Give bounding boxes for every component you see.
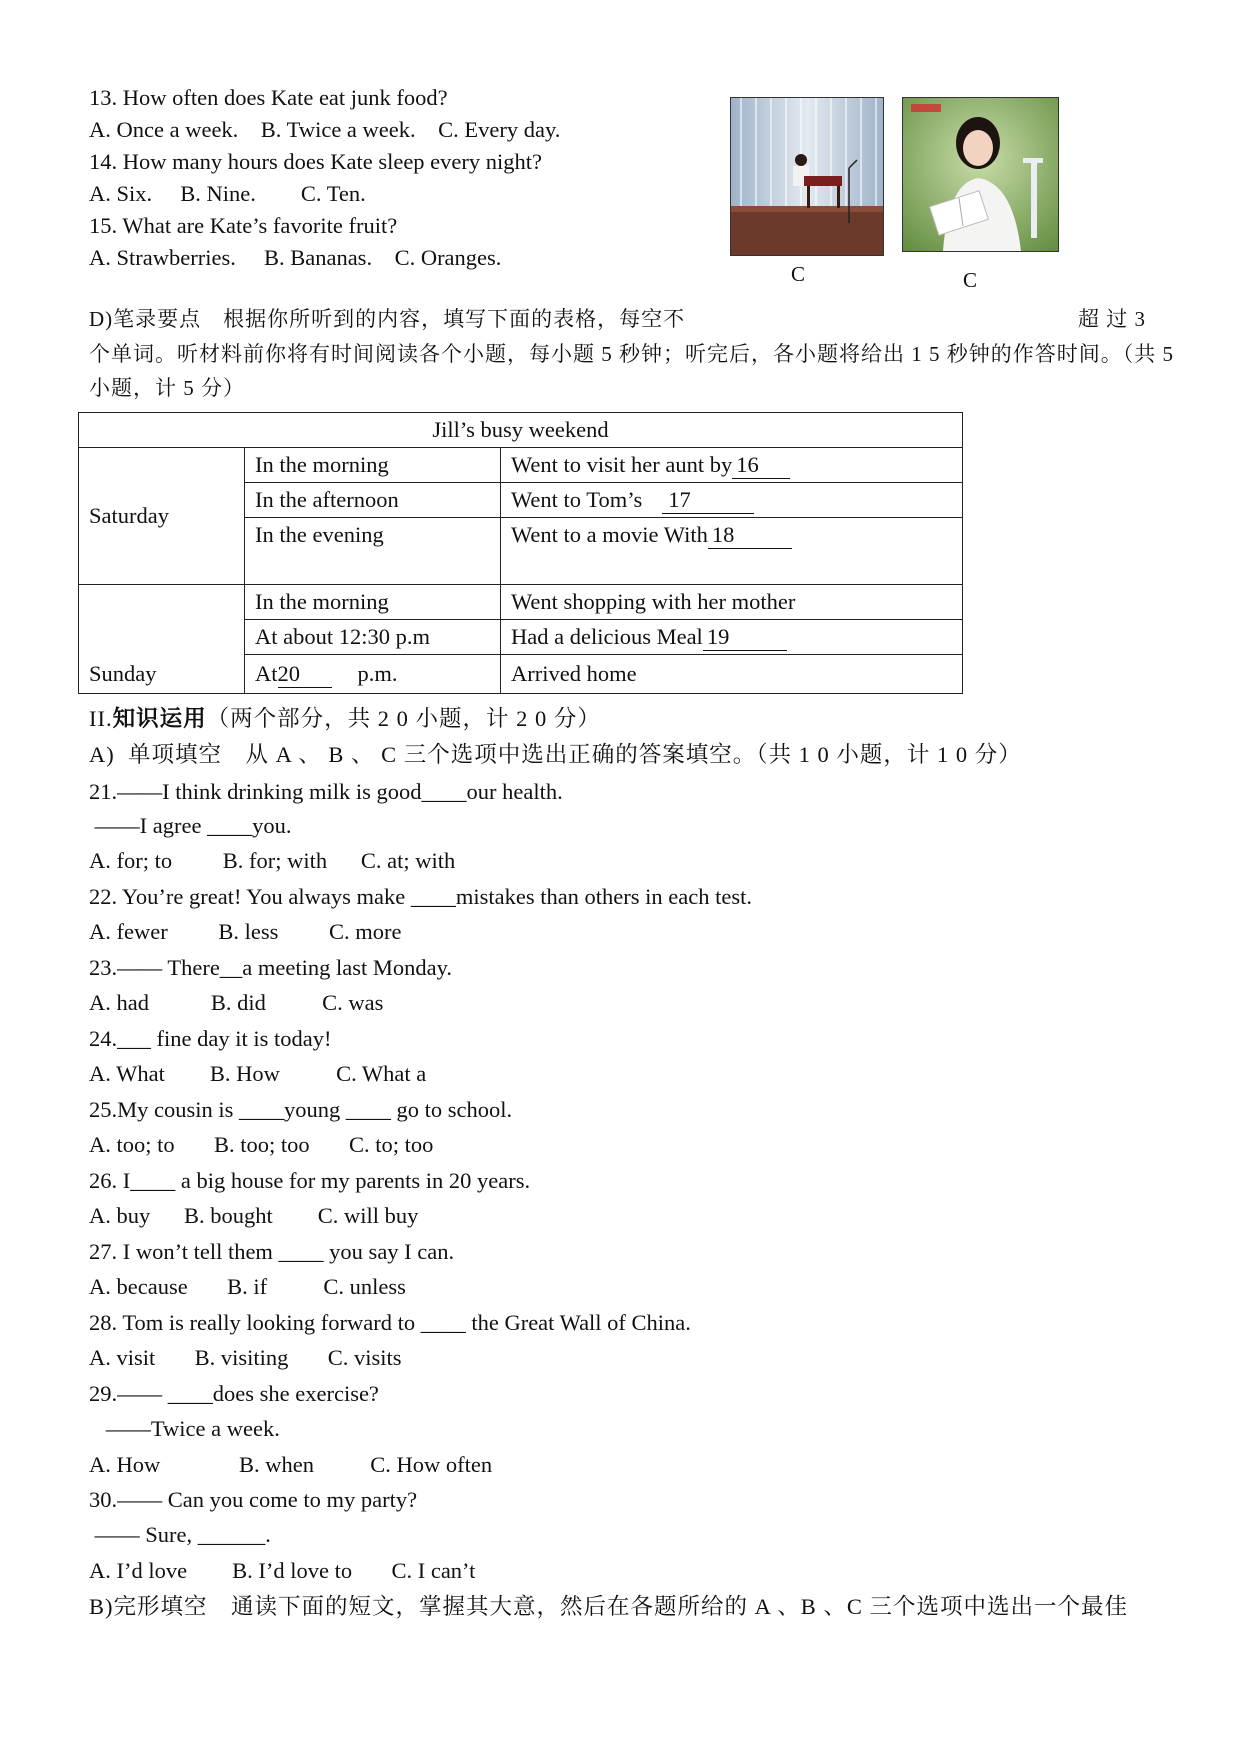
question-15-options: A. Strawberries. B. Bananas. C. Oranges.: [89, 245, 502, 270]
question-30-reply: —— Sure, ______.: [89, 1522, 271, 1547]
time-cell: In the evening: [245, 518, 501, 585]
question-13-options: A. Once a week. B. Twice a week. C. Every day.: [89, 117, 561, 142]
activity-cell: Went to Tom’s 17: [501, 483, 963, 518]
question-24-options: A. What B. How C. What a: [89, 1061, 427, 1086]
question-29: 29.—— ____does she exercise?: [89, 1381, 379, 1406]
time-cell: At20 p.m.: [245, 655, 501, 694]
activity-cell: Went to visit her aunt by 16: [501, 448, 963, 483]
answer-blank-17[interactable]: 17: [662, 487, 754, 514]
question-22: 22. You’re great! You always make ____mistakes than others in each test.: [89, 884, 753, 909]
question-29-options: A. How B. when C. How often: [89, 1452, 493, 1477]
question-29-reply: ——Twice a week.: [89, 1416, 280, 1441]
time-cell: In the morning: [245, 585, 501, 620]
question-15: 15. What are Kate’s favorite fruit?: [89, 213, 398, 238]
answer-blank-19[interactable]: 19: [703, 624, 787, 651]
question-25: 25.My cousin is ____young ____ go to school.: [89, 1097, 513, 1122]
stage-performance-image: [730, 97, 884, 256]
question-21: 21.——I think drinking milk is good____our health.: [89, 779, 563, 804]
question-30-options: A. I’d love B. I’d love to C. I can’t: [89, 1558, 476, 1583]
time-cell: At about 12:30 p.m: [245, 620, 501, 655]
section-b-heading: B)完形填空 通读下面的短文，掌握其大意，然后在各题所给的 A 、B 、C 三个选项中选出一个最佳: [89, 1594, 1129, 1619]
question-27: 27. I won’t tell them ____ you say I can.: [89, 1239, 455, 1264]
section-d-heading-right: 超 过 3: [1078, 307, 1146, 331]
day-saturday: Saturday: [79, 448, 245, 585]
table-title: Jill’s busy weekend: [79, 413, 963, 448]
section-d-instructions: 个单词。听材料前你将有时间阅读各个小题，每小题 5 秒钟；听完后，各小题将给出 1 5 秒钟的作答时间。（共 5: [89, 342, 1174, 366]
question-14-options: A. Six. B. Nine. C. Ten.: [89, 181, 366, 206]
answer-blank-20[interactable]: 20: [278, 661, 332, 688]
question-22-options: A. fewer B. less C. more: [89, 919, 402, 944]
image-caption: C: [791, 262, 806, 286]
activity-cell: Went to a movie With 18: [501, 518, 963, 585]
question-23-options: A. had B. did C. was: [89, 990, 384, 1015]
section-a-heading: A) 单项填空 从 A 、 B 、 C 三个选项中选出正确的答案填空。（共 1 0 小题，计 1 0 分）: [89, 742, 1022, 767]
question-21-reply: ——I agree ____you.: [89, 813, 292, 838]
activity-cell: Arrived home: [501, 655, 963, 694]
section-d-heading: D)笔录要点 根据你所听到的内容，填写下面的表格，每空不: [89, 307, 686, 331]
question-23: 23.—— There__a meeting last Monday.: [89, 955, 453, 980]
image-caption: C: [963, 268, 978, 292]
day-sunday: Sunday: [79, 585, 245, 694]
weekend-table: [78, 412, 963, 694]
question-28-options: A. visit B. visiting C. visits: [89, 1345, 402, 1370]
woman-reading-image: [902, 97, 1059, 252]
question-25-options: A. too; to B. too; too C. to; too: [89, 1132, 434, 1157]
time-cell: In the afternoon: [245, 483, 501, 518]
activity-cell: Went shopping with her mother: [501, 585, 963, 620]
question-13: 13. How often does Kate eat junk food?: [89, 85, 448, 110]
question-26-options: A. buy B. bought C. will buy: [89, 1203, 419, 1228]
question-24: 24.___ fine day it is today!: [89, 1026, 332, 1051]
answer-blank-18[interactable]: 18: [708, 522, 792, 549]
part-2-heading: II.知识运用（两个部分，共 2 0 小题，计 2 0 分）: [89, 706, 601, 731]
section-d-score: 小题，计 5 分）: [89, 376, 245, 400]
time-cell: In the morning: [245, 448, 501, 483]
question-21-options: A. for; to B. for; with C. at; with: [89, 848, 456, 873]
question-26: 26. I____ a big house for my parents in 20 years.: [89, 1168, 531, 1193]
answer-blank-16[interactable]: 16: [732, 452, 790, 479]
question-28: 28. Tom is really looking forward to ____ the Great Wall of China.: [89, 1310, 691, 1335]
question-27-options: A. because B. if C. unless: [89, 1274, 406, 1299]
activity-cell: Had a delicious Meal 19: [501, 620, 963, 655]
question-30: 30.—— Can you come to my party?: [89, 1487, 418, 1512]
question-14: 14. How many hours does Kate sleep every night?: [89, 149, 543, 174]
